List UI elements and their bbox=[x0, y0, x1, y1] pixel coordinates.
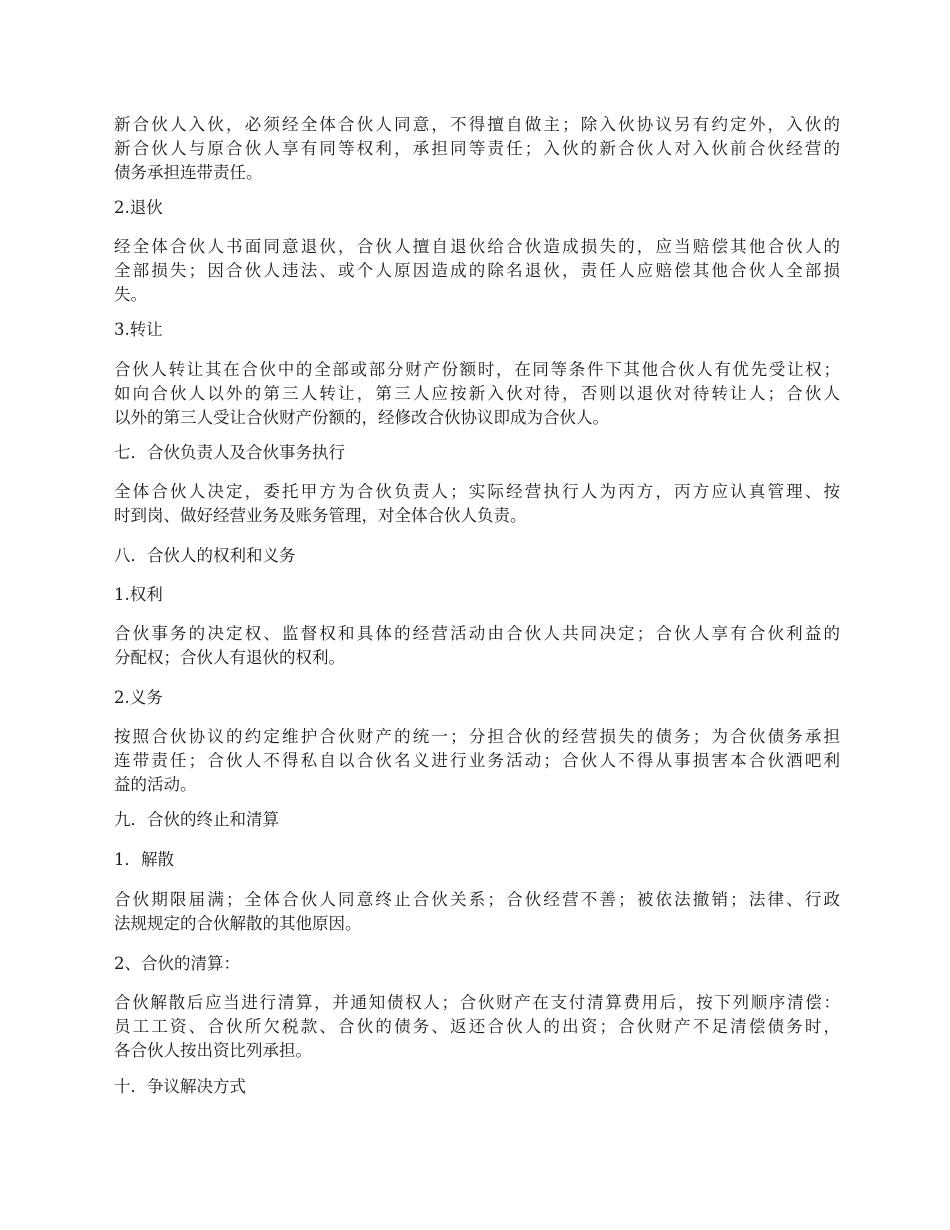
text-line: 1．解散 bbox=[114, 850, 174, 869]
section-heading bbox=[114, 686, 840, 710]
text-line: 员工工资、合伙所欠税款、合伙的债务、返还合伙人的出资；合伙财产不足清偿债务时， bbox=[114, 1017, 843, 1036]
paragraph bbox=[114, 622, 843, 670]
text-line: 债务承担连带责任。 bbox=[114, 163, 263, 182]
text-line: 法规规定的合伙解散的其他原因。 bbox=[114, 914, 362, 933]
text-line: 2.退伙 bbox=[114, 198, 163, 217]
text-line: 合伙人转让其在合伙中的全部或部分财产份额时，在同等条件下其他合伙人有优先受让权； bbox=[114, 360, 842, 379]
text-line: 2.义务 bbox=[114, 688, 163, 707]
text-line: 时到岗、做好经营业务及账务管理，对全体合伙人负责。 bbox=[114, 506, 527, 525]
text-line: 全部损失；因合伙人违法、或个人原因造成的除名退伙，责任人应赔偿其他合伙人全部损 bbox=[114, 261, 843, 280]
section-heading bbox=[114, 952, 840, 976]
text-line: 八．合伙人的权利和义务 bbox=[114, 546, 296, 565]
text-line: 新合伙人入伙，必须经全体合伙人同意，不得擅自做主；除入伙协议另有约定外，入伙的 bbox=[114, 115, 843, 134]
text-line: 七．合伙负责人及合伙事务执行 bbox=[114, 443, 345, 462]
text-line: 经全体合伙人书面同意退伙，合伙人擅自退伙给合伙造成损失的，应当赔偿其他合伙人的 bbox=[114, 237, 843, 256]
text-line: 1.权利 bbox=[114, 585, 163, 604]
section-heading bbox=[114, 544, 840, 568]
text-line: 3.转让 bbox=[114, 320, 163, 339]
section-heading bbox=[114, 1075, 840, 1099]
section-heading bbox=[114, 848, 840, 872]
text-line: 分配权；合伙人有退伙的权利。 bbox=[114, 648, 345, 667]
section-heading bbox=[114, 583, 840, 607]
text-line: 合伙期限届满；全体合伙人同意终止合伙关系；合伙经营不善；被依法撤销；法律、行政 bbox=[114, 890, 843, 909]
paragraph bbox=[114, 113, 843, 185]
section-heading bbox=[114, 318, 840, 342]
section-heading bbox=[114, 196, 840, 220]
text-line: 九．合伙的终止和清算 bbox=[114, 810, 279, 829]
text-line: 2、合伙的清算： bbox=[114, 954, 240, 973]
text-line: 以外的第三人受让合伙财产份额的，经修改合伙协议即成为合伙人。 bbox=[114, 408, 609, 427]
text-line: 各合伙人按出资比列承担。 bbox=[114, 1041, 312, 1060]
text-line: 十．争议解决方式 bbox=[114, 1077, 246, 1096]
paragraph bbox=[114, 358, 843, 430]
text-line: 连带责任；合伙人不得私自以合伙名义进行业务活动；合伙人不得从事损害本合伙酒吧利 bbox=[114, 751, 843, 770]
text-line: 新合伙人与原合伙人享有同等权利，承担同等责任；入伙的新合伙人对入伙前合伙经营的 bbox=[114, 139, 843, 158]
paragraph bbox=[114, 991, 843, 1063]
paragraph bbox=[114, 725, 843, 797]
text-line: 合伙事务的决定权、监督权和具体的经营活动由合伙人共同决定；合伙人享有合伙利益的 bbox=[114, 624, 843, 643]
paragraph bbox=[114, 480, 843, 528]
paragraph bbox=[114, 888, 843, 936]
paragraph bbox=[114, 235, 843, 307]
text-line: 按照合伙协议的约定维护合伙财产的统一；分担合伙的经营损失的债务；为合伙债务承担 bbox=[114, 727, 843, 746]
section-heading bbox=[114, 441, 840, 465]
text-line: 全体合伙人决定，委托甲方为合伙负责人；实际经营执行人为丙方，丙方应认真管理、按 bbox=[114, 482, 843, 501]
text-line: 合伙解散后应当进行清算，并通知债权人；合伙财产在支付清算费用后，按下列顺序清偿： bbox=[114, 993, 842, 1012]
text-line: 益的活动。 bbox=[114, 775, 197, 794]
section-heading bbox=[114, 808, 840, 832]
text-line: 如向合伙人以外的第三人转让，第三人应按新入伙对待，否则以退伙对待转让人；合伙人 bbox=[114, 384, 843, 403]
text-line: 失。 bbox=[114, 285, 147, 304]
